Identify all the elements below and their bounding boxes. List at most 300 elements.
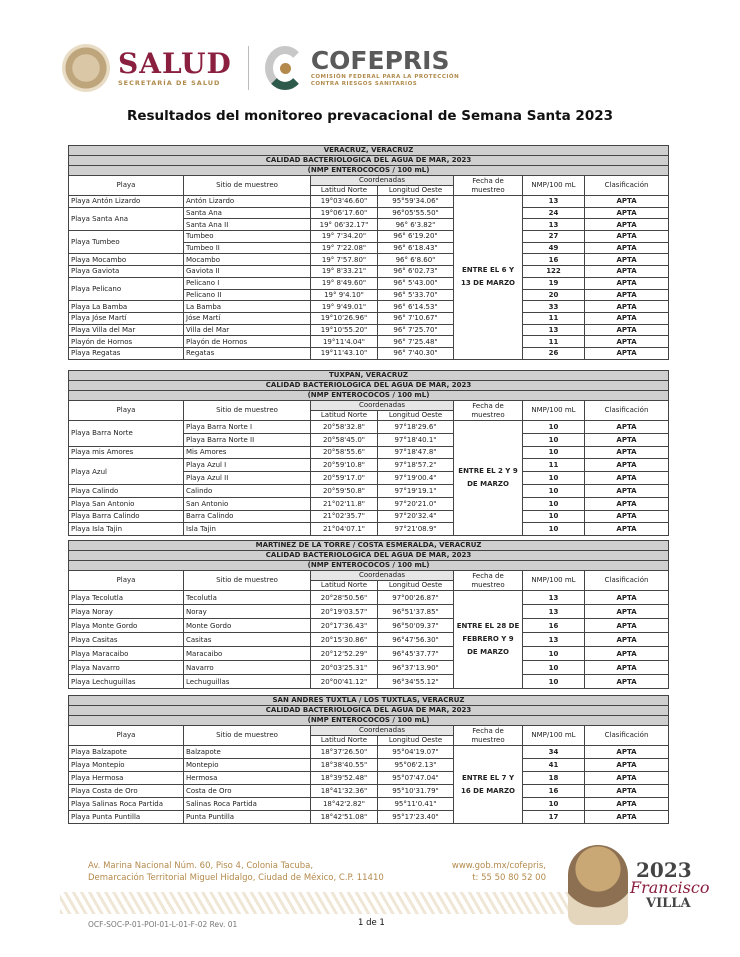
playa-cell: Playa Isla Tajin <box>69 523 184 536</box>
latitude-cell: 19°11'43.10" <box>311 347 378 359</box>
sitio-cell: Punta Puntilla <box>184 811 311 824</box>
playa-cell: Playa Antón Lizardo <box>69 196 184 208</box>
nmp-cell: 10 <box>523 523 585 536</box>
sitio-cell: Playa Barra Norte II <box>184 433 311 446</box>
col-header-longitud: Longitud Oeste <box>378 581 454 591</box>
longitude-cell: 95°10'31.79" <box>378 785 454 798</box>
logo-divider <box>248 46 249 90</box>
col-header-clasificacion: Clasificación <box>585 726 669 746</box>
col-header-latitud: Latitud Norte <box>311 736 378 746</box>
longitude-cell: 96°37'13.90" <box>378 661 454 675</box>
website-link[interactable]: www.gob.mx/cofepris, <box>451 861 546 871</box>
nmp-cell: 13 <box>523 591 585 605</box>
table-row <box>69 510 669 523</box>
col-header-clasificacion: Clasificación <box>585 401 669 421</box>
longitude-cell: 97°18'40.1" <box>378 433 454 446</box>
clasificacion-cell: APTA <box>585 277 669 289</box>
units-label: (NMP ENTEROCOCOS / 100 mL) <box>69 716 669 726</box>
table-row <box>69 647 669 661</box>
col-header-playa: Playa <box>69 726 184 746</box>
sitio-cell: Montepio <box>184 759 311 772</box>
playa-cell: Playa La Bamba <box>69 301 184 313</box>
latitude-cell: 20°58'55.6" <box>311 446 378 459</box>
col-header-nmp: NMP/100 mL <box>523 176 585 196</box>
playa-cell: Playa Tecolutla <box>69 591 184 605</box>
playa-cell: Playa Barra Norte <box>69 421 184 447</box>
playa-cell: Playa Lechuguillas <box>69 675 184 689</box>
nmp-cell: 18 <box>523 772 585 785</box>
sitio-cell: Barra Calindo <box>184 510 311 523</box>
longitude-cell: 97°19'00.4" <box>378 472 454 485</box>
nmp-cell: 20 <box>523 289 585 301</box>
longitude-cell: 96°50'09.37" <box>378 619 454 633</box>
region-title: VERACRUZ, VERACRUZ <box>69 146 669 156</box>
playa-cell: Playa Balzapote <box>69 746 184 759</box>
sitio-cell: Santa Ana II <box>184 219 311 231</box>
table-row <box>69 785 669 798</box>
table-row <box>69 196 669 208</box>
latitude-cell: 20°15'30.86" <box>311 633 378 647</box>
table-subtitle: CALIDAD BACTERIOLOGICA DEL AGUA DE MAR, 2023 <box>69 551 669 561</box>
table-row <box>69 301 669 313</box>
table-subtitle: CALIDAD BACTERIOLOGICA DEL AGUA DE MAR, 2023 <box>69 706 669 716</box>
table-row <box>69 633 669 647</box>
sitio-cell: Antón Lizardo <box>184 196 311 208</box>
mexico-seal-icon <box>62 44 110 92</box>
sitio-cell: Balzapote <box>184 746 311 759</box>
table-row <box>69 772 669 785</box>
nmp-cell: 11 <box>523 336 585 348</box>
table-row <box>69 591 669 605</box>
latitude-cell: 18°38'40.55" <box>311 759 378 772</box>
nmp-cell: 13 <box>523 219 585 231</box>
latitude-cell: 19° 8'49.60" <box>311 277 378 289</box>
clasificacion-cell: APTA <box>585 675 669 689</box>
phone-number: t: 55 50 80 52 00 <box>472 873 546 883</box>
sitio-cell: Costa de Oro <box>184 785 311 798</box>
longitude-cell: 95°17'23.40" <box>378 811 454 824</box>
longitude-cell: 96° 6'14.53" <box>378 301 454 313</box>
longitude-cell: 97°21'08.9" <box>378 523 454 536</box>
table-row <box>69 336 669 348</box>
col-header-fecha: Fecha de muestreo <box>454 726 523 746</box>
sitio-cell: Tumbeo <box>184 231 311 243</box>
col-header-latitud: Latitud Norte <box>311 186 378 196</box>
nmp-cell: 10 <box>523 421 585 434</box>
longitude-cell: 96° 6'8.60" <box>378 254 454 266</box>
clasificacion-cell: APTA <box>585 772 669 785</box>
col-header-sitio: Sitio de muestreo <box>184 726 311 746</box>
playa-cell: Playa San Antonio <box>69 497 184 510</box>
longitude-cell: 96° 5'33.70" <box>378 289 454 301</box>
clasificacion-cell: APTA <box>585 785 669 798</box>
latitude-cell: 19° 7'34.20" <box>311 231 378 243</box>
table-row <box>69 605 669 619</box>
playa-cell: Playa Azul <box>69 459 184 485</box>
table-row <box>69 459 669 472</box>
nmp-cell: 10 <box>523 484 585 497</box>
col-header-longitud: Longitud Oeste <box>378 736 454 746</box>
latitude-cell: 18°37'26.50" <box>311 746 378 759</box>
nmp-cell: 13 <box>523 633 585 647</box>
nmp-cell: 10 <box>523 510 585 523</box>
clasificacion-cell: APTA <box>585 336 669 348</box>
year-logo: 2023 <box>636 858 692 882</box>
sitio-cell: Playa Azul II <box>184 472 311 485</box>
results-table <box>68 145 669 360</box>
clasificacion-cell: APTA <box>585 312 669 324</box>
nmp-cell: 41 <box>523 759 585 772</box>
col-header-nmp: NMP/100 mL <box>523 401 585 421</box>
sitio-cell: Santa Ana <box>184 207 311 219</box>
clasificacion-cell: APTA <box>585 497 669 510</box>
document-code: OCF-SOC-P-01-POI-01-L-01-F-02 Rev. 01 <box>88 920 238 929</box>
latitude-cell: 19° 06'32.17" <box>311 219 378 231</box>
clasificacion-cell: APTA <box>585 207 669 219</box>
nmp-cell: 16 <box>523 254 585 266</box>
decorative-pattern <box>60 892 570 914</box>
table-row <box>69 661 669 675</box>
latitude-cell: 18°39'52.48" <box>311 772 378 785</box>
nmp-cell: 24 <box>523 207 585 219</box>
playa-cell: Playa Mocambo <box>69 254 184 266</box>
nmp-cell: 13 <box>523 605 585 619</box>
longitude-cell: 97°20'32.4" <box>378 510 454 523</box>
nmp-cell: 17 <box>523 811 585 824</box>
playa-cell: Playa Montepio <box>69 759 184 772</box>
table-row <box>69 619 669 633</box>
latitude-cell: 18°42'51.08" <box>311 811 378 824</box>
clasificacion-cell: APTA <box>585 746 669 759</box>
latitude-cell: 20°58'32.8" <box>311 421 378 434</box>
units-label: (NMP ENTEROCOCOS / 100 mL) <box>69 391 669 401</box>
clasificacion-cell: APTA <box>585 347 669 359</box>
table-row <box>69 484 669 497</box>
nmp-cell: 16 <box>523 619 585 633</box>
sitio-cell: La Bamba <box>184 301 311 313</box>
col-header-latitud: Latitud Norte <box>311 411 378 421</box>
playa-cell: Playa Jóse Martí <box>69 312 184 324</box>
sitio-cell: Playón de Hornos <box>184 336 311 348</box>
nmp-cell: 11 <box>523 312 585 324</box>
footer-contact <box>452 860 546 884</box>
clasificacion-cell: APTA <box>585 661 669 675</box>
latitude-cell: 20°00'41.12" <box>311 675 378 689</box>
address-line-1: Av. Marina Nacional Núm. 60, Piso 4, Colonia Tacuba, <box>88 861 314 871</box>
latitude-cell: 19° 7'22.08" <box>311 242 378 254</box>
clasificacion-cell: APTA <box>585 510 669 523</box>
playa-cell: Playa Pelicano <box>69 277 184 300</box>
longitude-cell: 96° 6'18.43" <box>378 242 454 254</box>
latitude-cell: 19° 9'49.01" <box>311 301 378 313</box>
clasificacion-cell: APTA <box>585 811 669 824</box>
latitude-cell: 21°02'11.8" <box>311 497 378 510</box>
latitude-cell: 19°03'46.60" <box>311 196 378 208</box>
playa-cell: Playa Punta Puntilla <box>69 811 184 824</box>
sitio-cell: Pelicano II <box>184 289 311 301</box>
longitude-cell: 96° 6'02.73" <box>378 266 454 278</box>
clasificacion-cell: APTA <box>585 759 669 772</box>
longitude-cell: 96° 5'43.00" <box>378 277 454 289</box>
sitio-cell: Tumbeo II <box>184 242 311 254</box>
latitude-cell: 19°06'17.60" <box>311 207 378 219</box>
clasificacion-cell: APTA <box>585 242 669 254</box>
playa-cell: Playa Costa de Oro <box>69 785 184 798</box>
sitio-cell: Noray <box>184 605 311 619</box>
col-header-clasificacion: Clasificación <box>585 571 669 591</box>
longitude-cell: 97°19'19.1" <box>378 484 454 497</box>
units-label: (NMP ENTEROCOCOS / 100 mL) <box>69 561 669 571</box>
page-number: 1 de 1 <box>358 918 385 928</box>
table-row <box>69 254 669 266</box>
latitude-cell: 19° 9'4.10" <box>311 289 378 301</box>
longitude-cell: 95°07'47.04" <box>378 772 454 785</box>
clasificacion-cell: APTA <box>585 421 669 434</box>
results-table <box>68 370 669 536</box>
footer-address <box>88 860 384 884</box>
latitude-cell: 20°17'36.43" <box>311 619 378 633</box>
latitude-cell: 19°10'55.20" <box>311 324 378 336</box>
longitude-cell: 96° 7'25.48" <box>378 336 454 348</box>
table-row <box>69 446 669 459</box>
col-header-coordenadas: Coordenadas <box>311 176 454 186</box>
col-header-longitud: Longitud Oeste <box>378 411 454 421</box>
sitio-cell: San Antonio <box>184 497 311 510</box>
clasificacion-cell: APTA <box>585 324 669 336</box>
table-row <box>69 266 669 278</box>
latitude-cell: 20°12'52.29" <box>311 647 378 661</box>
longitude-cell: 95°06'2.13" <box>378 759 454 772</box>
longitude-cell: 96°51'37.85" <box>378 605 454 619</box>
nmp-cell: 10 <box>523 433 585 446</box>
longitude-cell: 95°04'19.07" <box>378 746 454 759</box>
salud-logo <box>118 49 232 87</box>
latitude-cell: 20°59'10.8" <box>311 459 378 472</box>
latitude-cell: 18°41'32.36" <box>311 785 378 798</box>
playa-cell: Playa Villa del Mar <box>69 324 184 336</box>
col-header-coordenadas: Coordenadas <box>311 726 454 736</box>
longitude-cell: 97°18'57.2" <box>378 459 454 472</box>
table-row <box>69 324 669 336</box>
longitude-cell: 95°59'34.06" <box>378 196 454 208</box>
clasificacion-cell: APTA <box>585 219 669 231</box>
clasificacion-cell: APTA <box>585 433 669 446</box>
latitude-cell: 18°42'2.82" <box>311 798 378 811</box>
longitude-cell: 96° 7'40.30" <box>378 347 454 359</box>
latitude-cell: 19°10'26.96" <box>311 312 378 324</box>
header-logos <box>62 38 459 98</box>
nmp-cell: 34 <box>523 746 585 759</box>
playa-cell: Playa Maracaibo <box>69 647 184 661</box>
clasificacion-cell: APTA <box>585 798 669 811</box>
nmp-cell: 10 <box>523 497 585 510</box>
playa-cell: Playa Casitas <box>69 633 184 647</box>
col-header-sitio: Sitio de muestreo <box>184 176 311 196</box>
sitio-cell: Casitas <box>184 633 311 647</box>
col-header-longitud: Longitud Oeste <box>378 186 454 196</box>
fecha-cell: ENTRE EL 2 Y 9 DE MARZO <box>454 421 523 536</box>
nmp-cell: 10 <box>523 661 585 675</box>
col-header-playa: Playa <box>69 176 184 196</box>
nmp-cell: 122 <box>523 266 585 278</box>
longitude-cell: 97°18'29.6" <box>378 421 454 434</box>
sitio-cell: Regatas <box>184 347 311 359</box>
col-header-coordenadas: Coordenadas <box>311 401 454 411</box>
sitio-cell: Monte Gordo <box>184 619 311 633</box>
nmp-cell: 33 <box>523 301 585 313</box>
clasificacion-cell: APTA <box>585 605 669 619</box>
table-subtitle: CALIDAD BACTERIOLOGICA DEL AGUA DE MAR, 2023 <box>69 156 669 166</box>
nmp-cell: 27 <box>523 231 585 243</box>
col-header-sitio: Sitio de muestreo <box>184 571 311 591</box>
nmp-cell: 16 <box>523 785 585 798</box>
francisco-logo-text: Francisco <box>630 878 710 897</box>
sitio-cell: Hermosa <box>184 772 311 785</box>
playa-cell: Playa Calindo <box>69 484 184 497</box>
sitio-cell: Lechuguillas <box>184 675 311 689</box>
playa-cell: Playa Regatas <box>69 347 184 359</box>
col-header-playa: Playa <box>69 571 184 591</box>
latitude-cell: 20°59'17.0" <box>311 472 378 485</box>
longitude-cell: 95°11'0.41" <box>378 798 454 811</box>
region-title: MARTINEZ DE LA TORRE / COSTA ESMERALDA, VERACRUZ <box>69 541 669 551</box>
sitio-cell: Playa Barra Norte I <box>184 421 311 434</box>
cofepris-logo <box>311 48 459 88</box>
region-title: SAN ANDRES TUXTLA / LOS TUXTLAS, VERACRUZ <box>69 696 669 706</box>
nmp-cell: 10 <box>523 675 585 689</box>
clasificacion-cell: APTA <box>585 591 669 605</box>
nmp-cell: 26 <box>523 347 585 359</box>
table-row <box>69 207 669 219</box>
col-header-clasificacion: Clasificación <box>585 176 669 196</box>
playa-cell: Playa Noray <box>69 605 184 619</box>
clasificacion-cell: APTA <box>585 196 669 208</box>
table-row <box>69 497 669 510</box>
col-header-playa: Playa <box>69 401 184 421</box>
table-row <box>69 798 669 811</box>
fecha-cell: ENTRE EL 7 Y 16 DE MARZO <box>454 746 523 824</box>
clasificacion-cell: APTA <box>585 266 669 278</box>
clasificacion-cell: APTA <box>585 633 669 647</box>
latitude-cell: 20°28'50.56" <box>311 591 378 605</box>
nmp-cell: 10 <box>523 798 585 811</box>
sitio-cell: Mocambo <box>184 254 311 266</box>
clasificacion-cell: APTA <box>585 647 669 661</box>
playa-cell: Playa Gaviota <box>69 266 184 278</box>
table-row <box>69 231 669 243</box>
latitude-cell: 20°03'25.31" <box>311 661 378 675</box>
playa-cell: Playa Hermosa <box>69 772 184 785</box>
nmp-cell: 13 <box>523 196 585 208</box>
table-row <box>69 675 669 689</box>
col-header-sitio: Sitio de muestreo <box>184 401 311 421</box>
latitude-cell: 19°11'4.04" <box>311 336 378 348</box>
longitude-cell: 96° 7'10.67" <box>378 312 454 324</box>
longitude-cell: 96° 6'19.20" <box>378 231 454 243</box>
sitio-cell: Gaviota II <box>184 266 311 278</box>
playa-cell: Playa Barra Calindo <box>69 510 184 523</box>
sitio-cell: Jóse Martí <box>184 312 311 324</box>
nmp-cell: 10 <box>523 446 585 459</box>
clasificacion-cell: APTA <box>585 484 669 497</box>
sitio-cell: Calindo <box>184 484 311 497</box>
address-line-2: Demarcación Territorial Miguel Hidalgo, Ciudad de México, C.P. 11410 <box>88 873 384 883</box>
sitio-cell: Mis Amores <box>184 446 311 459</box>
clasificacion-cell: APTA <box>585 231 669 243</box>
units-label: (NMP ENTEROCOCOS / 100 mL) <box>69 166 669 176</box>
sitio-cell: Pelicano I <box>184 277 311 289</box>
cofepris-subtitle-1: COMISIÓN FEDERAL PARA LA PROTECCIÓN <box>310 74 460 80</box>
table-row <box>69 523 669 536</box>
villa-logo-text: VILLA <box>646 896 691 911</box>
sitio-cell: Navarro <box>184 661 311 675</box>
results-table <box>68 540 669 689</box>
nmp-cell: 49 <box>523 242 585 254</box>
col-header-fecha: Fecha de muestreo <box>454 401 523 421</box>
salud-logo-subtitle: SECRETARÍA DE SALUD <box>118 79 221 87</box>
table-row <box>69 421 669 434</box>
fecha-cell: ENTRE EL 28 DE FEBRERO Y 9 DE MARZO <box>454 591 523 689</box>
longitude-cell: 97°18'47.8" <box>378 446 454 459</box>
results-table <box>68 695 669 824</box>
clasificacion-cell: APTA <box>585 446 669 459</box>
clasificacion-cell: APTA <box>585 523 669 536</box>
sitio-cell: Tecolutla <box>184 591 311 605</box>
playa-cell: Playa mis Amores <box>69 446 184 459</box>
latitude-cell: 21°04'07.1" <box>311 523 378 536</box>
page-title: Resultados del monitoreo prevacacional de Semana Santa 2023 <box>126 108 614 124</box>
latitude-cell: 20°19'03.57" <box>311 605 378 619</box>
clasificacion-cell: APTA <box>585 301 669 313</box>
playa-cell: Playa Tumbeo <box>69 231 184 254</box>
cofepris-mark-icon <box>265 46 305 90</box>
latitude-cell: 19° 8'33.21" <box>311 266 378 278</box>
latitude-cell: 20°58'45.0" <box>311 433 378 446</box>
col-header-nmp: NMP/100 mL <box>523 571 585 591</box>
longitude-cell: 96° 6'3.82" <box>378 219 454 231</box>
sitio-cell: Isla Tajin <box>184 523 311 536</box>
table-row <box>69 759 669 772</box>
latitude-cell: 21°02'35.7" <box>311 510 378 523</box>
playa-cell: Playa Navarro <box>69 661 184 675</box>
col-header-fecha: Fecha de muestreo <box>454 571 523 591</box>
col-header-nmp: NMP/100 mL <box>523 726 585 746</box>
longitude-cell: 97°00'26.87" <box>378 591 454 605</box>
sitio-cell: Maracaibo <box>184 647 311 661</box>
playa-cell: Playa Salinas Roca Partida <box>69 798 184 811</box>
table-row <box>69 746 669 759</box>
nmp-cell: 10 <box>523 472 585 485</box>
table-row <box>69 312 669 324</box>
longitude-cell: 96°47'56.30" <box>378 633 454 647</box>
table-subtitle: CALIDAD BACTERIOLOGICA DEL AGUA DE MAR, 2023 <box>69 381 669 391</box>
cofepris-logo-text: COFEPRIS <box>310 46 450 75</box>
latitude-cell: 20°59'50.8" <box>311 484 378 497</box>
longitude-cell: 96° 7'25.70" <box>378 324 454 336</box>
playa-cell: Playón de Hornos <box>69 336 184 348</box>
clasificacion-cell: APTA <box>585 472 669 485</box>
col-header-coordenadas: Coordenadas <box>311 571 454 581</box>
table-row <box>69 277 669 289</box>
nmp-cell: 13 <box>523 324 585 336</box>
clasificacion-cell: APTA <box>585 619 669 633</box>
sitio-cell: Playa Azul I <box>184 459 311 472</box>
clasificacion-cell: APTA <box>585 254 669 266</box>
col-header-latitud: Latitud Norte <box>311 581 378 591</box>
playa-cell: Playa Monte Gordo <box>69 619 184 633</box>
salud-logo-text: SALUD <box>118 47 232 80</box>
region-title: TUXPAN, VERACRUZ <box>69 371 669 381</box>
